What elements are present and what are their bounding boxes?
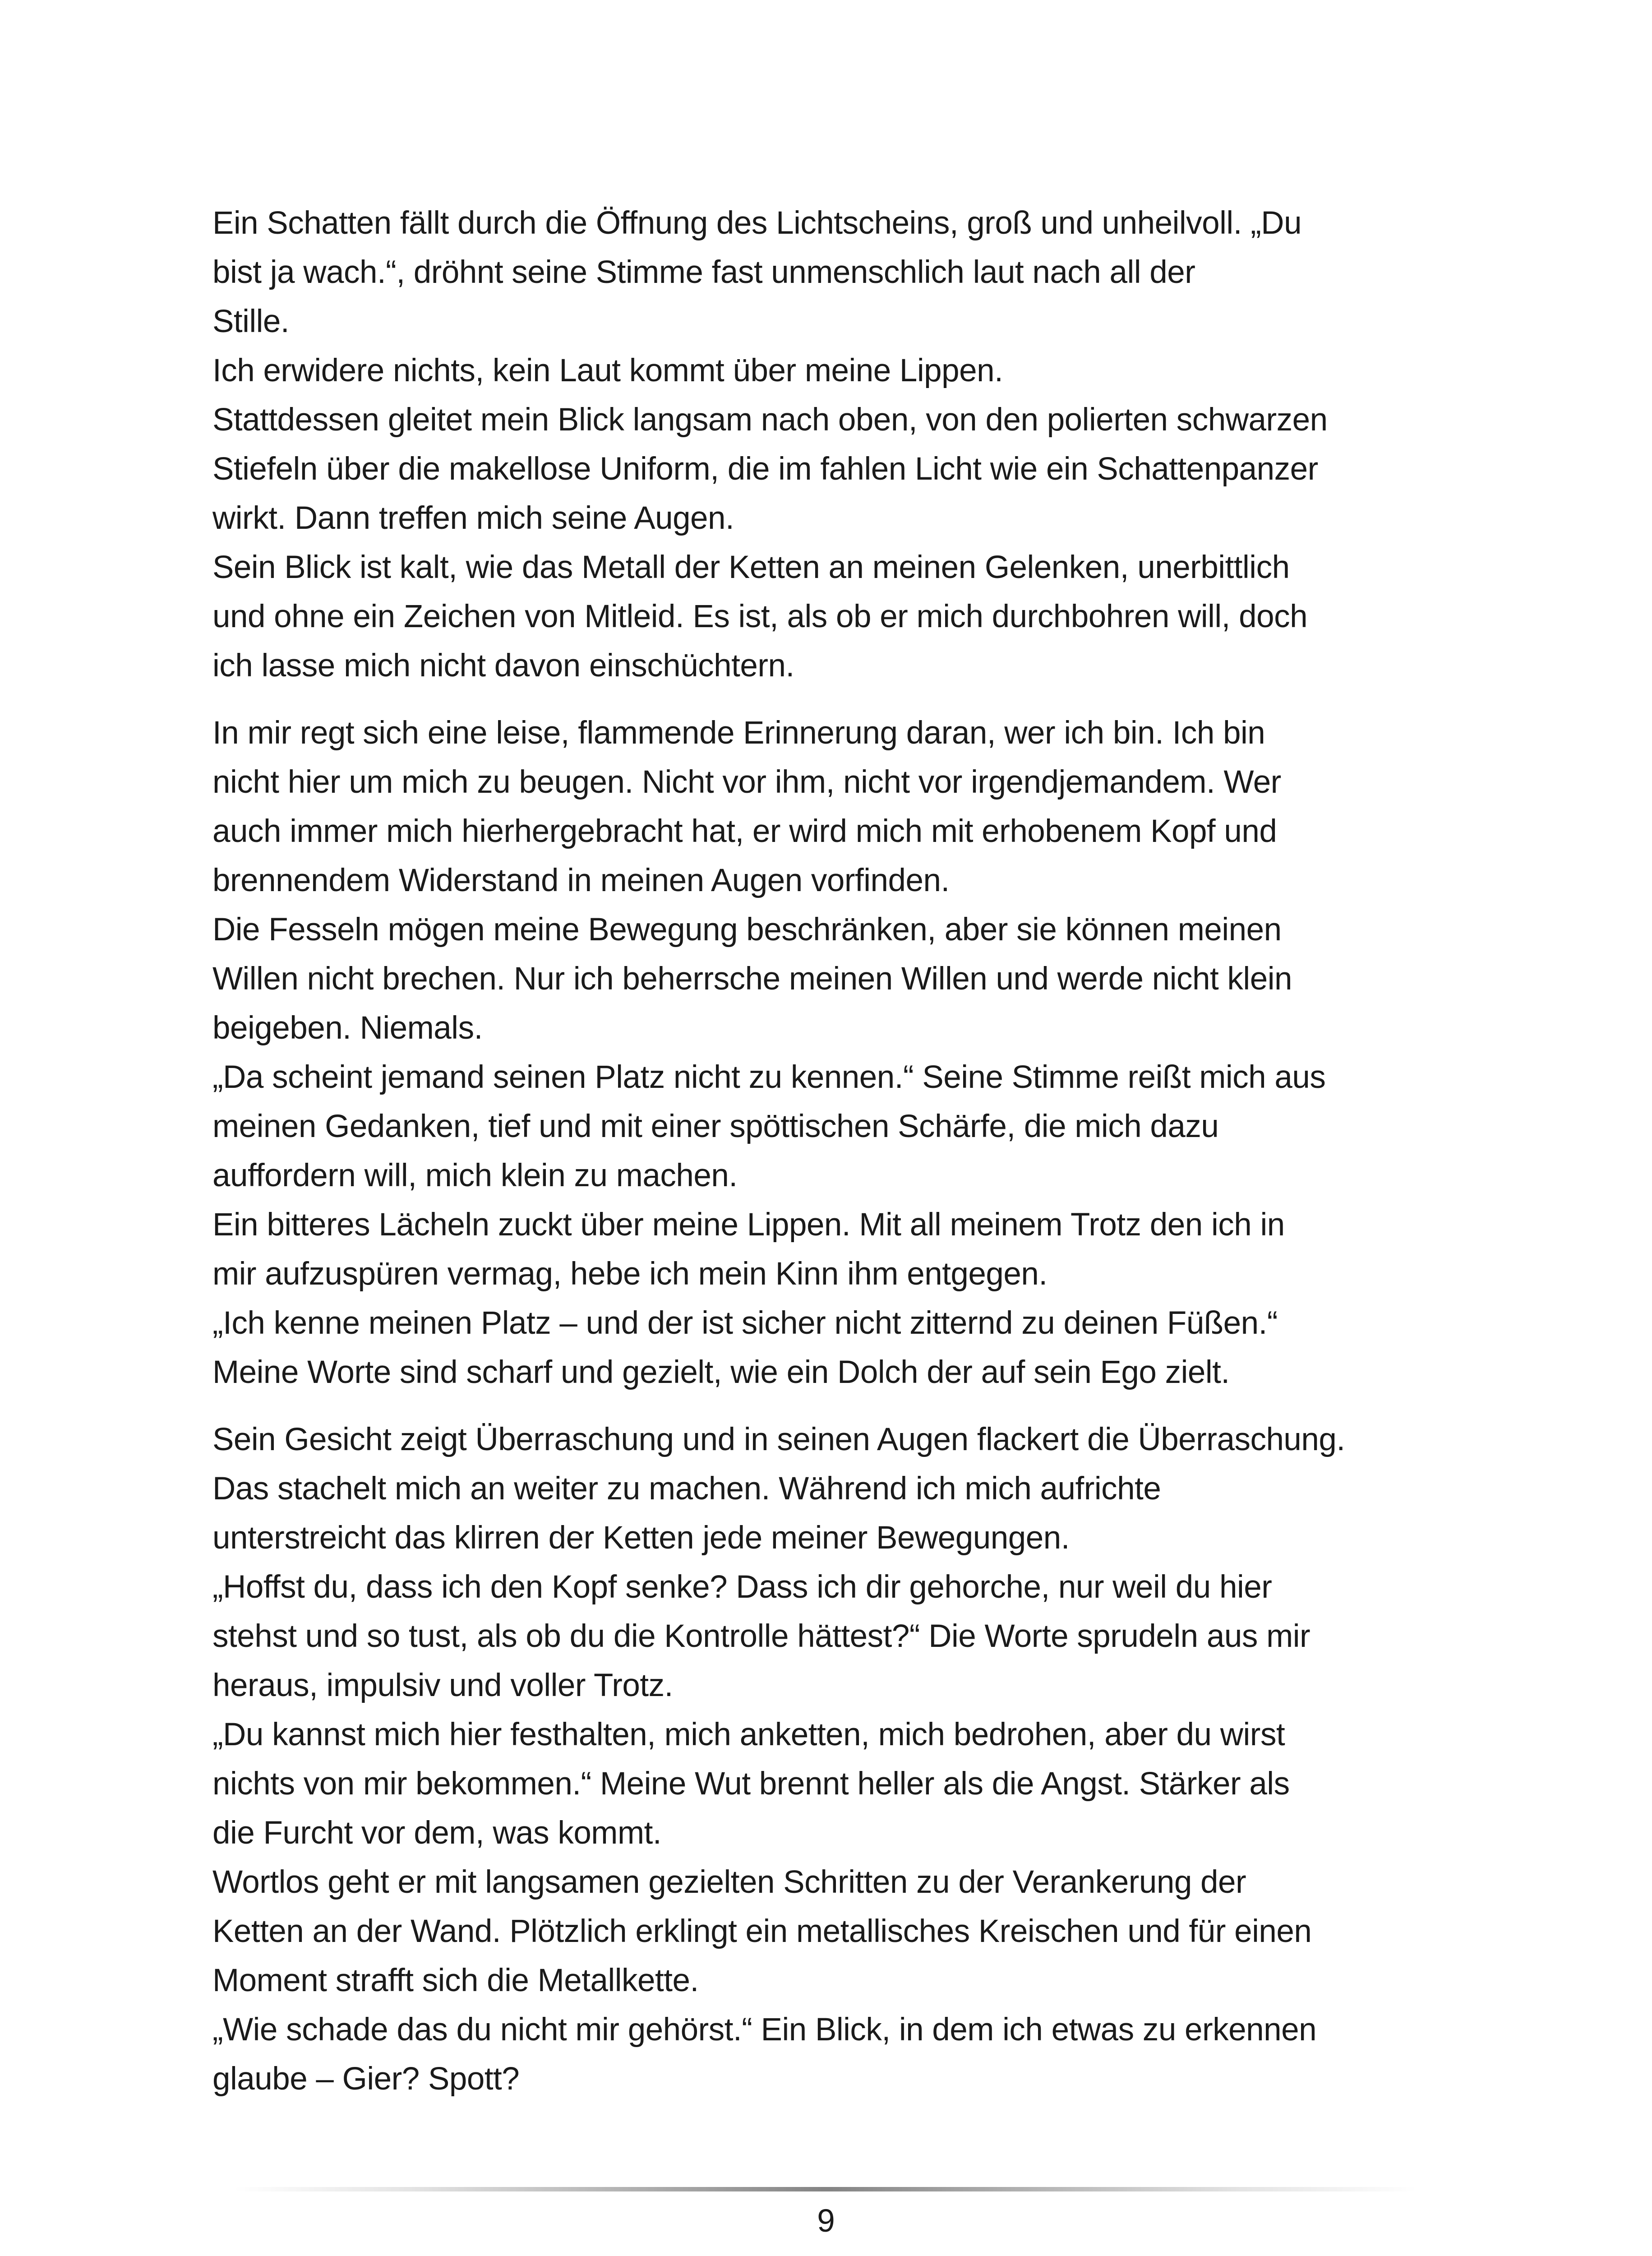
page-number: 9	[817, 2203, 835, 2239]
text-line: Ein bitteres Lächeln zuckt über meine Lippen. Mit all meinem Trotz den ich in	[212, 1207, 1285, 1243]
text-line: Ketten an der Wand. Plötzlich erklingt ein metallisches Kreischen und für einen	[212, 1914, 1312, 1949]
text-line: auch immer mich hierhergebracht hat, er wird mich mit erhobenem Kopf und	[212, 814, 1277, 849]
text-line: Wortlos geht er mit langsamen gezielten Schritten zu der Verankerung der	[212, 1864, 1246, 1900]
text-line: Moment strafft sich die Metallkette.	[212, 1963, 699, 1998]
text-line: „Da scheint jemand seinen Platz nicht zu kennen.“ Seine Stimme reißt mich aus	[212, 1059, 1326, 1095]
text-line: Das stachelt mich an weiter zu machen. Während ich mich aufrichte	[212, 1471, 1161, 1507]
text-line: Stattdessen gleitet mein Blick langsam nach oben, von den polierten schwarzen	[212, 402, 1328, 438]
text-line: Sein Blick ist kalt, wie das Metall der Ketten an meinen Gelenken, unerbittlich	[212, 550, 1290, 585]
text-line: Stiefeln über die makellose Uniform, die im fahlen Licht wie ein Schattenpanzer	[212, 451, 1318, 487]
footer-divider	[235, 2187, 1417, 2191]
paragraph-2	[212, 708, 1458, 1397]
text-line: heraus, impulsiv und voller Trotz.	[212, 1668, 673, 1703]
text-line: „Du kannst mich hier festhalten, mich anketten, mich bedrohen, aber du wirst	[212, 1717, 1285, 1752]
text-line: Meine Worte sind scharf und gezielt, wie ein Dolch der auf sein Ego zielt.	[212, 1355, 1230, 1390]
text-line: unterstreicht das klirren der Ketten jede meiner Bewegungen.	[212, 1520, 1070, 1556]
text-line: beigeben. Niemals.	[212, 1010, 483, 1046]
text-line: Sein Gesicht zeigt Überraschung und in seinen Augen flackert die Überraschung.	[212, 1422, 1345, 1457]
text-line: wirkt. Dann treffen mich seine Augen.	[212, 500, 734, 536]
text-line: nichts von mir bekommen.“ Meine Wut brennt heller als die Angst. Stärker als	[212, 1766, 1290, 1802]
text-line: „Wie schade das du nicht mir gehörst.“ Ein Blick, in dem ich etwas zu erkennen	[212, 2012, 1317, 2048]
text-line: glaube – Gier? Spott?	[212, 2061, 520, 2097]
text-line: auffordern will, mich klein zu machen.	[212, 1158, 738, 1193]
text-line: In mir regt sich eine leise, flammende Erinnerung daran, wer ich bin. Ich bin	[212, 715, 1265, 751]
text-line: ich lasse mich nicht davon einschüchtern.	[212, 648, 794, 684]
text-line: mir aufzuspüren vermag, hebe ich mein Kinn ihm entgegen.	[212, 1256, 1047, 1292]
paragraph-1	[212, 199, 1458, 690]
text-line: die Furcht vor dem, was kommt.	[212, 1815, 662, 1851]
text-line: Willen nicht brechen. Nur ich beherrsche meinen Willen und werde nicht klein	[212, 961, 1292, 997]
body-text	[212, 199, 1458, 2103]
text-line: und ohne ein Zeichen von Mitleid. Es ist, als ob er mich durchbohren will, doch	[212, 599, 1308, 634]
text-line: „Ich kenne meinen Platz – und der ist sicher nicht zitternd zu deinen Füßen.“	[212, 1305, 1278, 1341]
text-line: Ein Schatten fällt durch die Öffnung des Lichtscheins, groß und unheilvoll. „Du	[212, 205, 1302, 241]
text-line: bist ja wach.“, dröhnt seine Stimme fast unmenschlich laut nach all der	[212, 254, 1195, 290]
text-line: stehst und so tust, als ob du die Kontrolle hättest?“ Die Worte sprudeln aus mir	[212, 1618, 1311, 1654]
text-line: Die Fesseln mögen meine Bewegung beschränken, aber sie können meinen	[212, 912, 1282, 948]
text-line: Ich erwidere nichts, kein Laut kommt über meine Lippen.	[212, 353, 1003, 388]
text-line: nicht hier um mich zu beugen. Nicht vor ihm, nicht vor irgendjemandem. Wer	[212, 764, 1281, 800]
text-line: brennendem Widerstand in meinen Augen vorfinden.	[212, 863, 950, 898]
text-line: „Hoffst du, dass ich den Kopf senke? Dass ich dir gehorche, nur weil du hier	[212, 1569, 1272, 1605]
paragraph-3	[212, 1415, 1458, 2103]
text-line: Stille.	[212, 304, 290, 339]
text-line: meinen Gedanken, tief und mit einer spöttischen Schärfe, die mich dazu	[212, 1109, 1219, 1144]
